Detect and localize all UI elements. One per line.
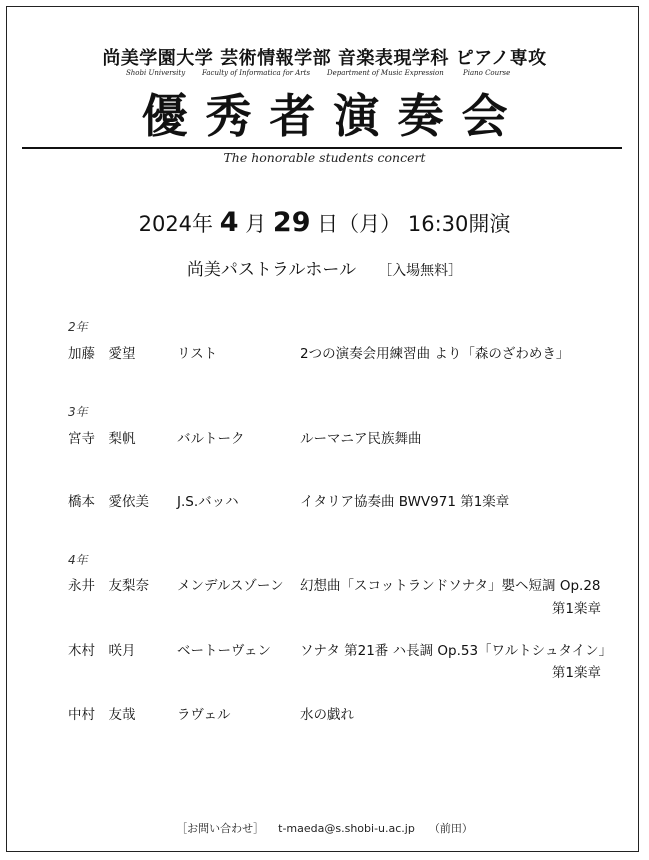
performer-name: 宮寺 梨帆 (68, 431, 136, 447)
concert-title: 優秀者演奏会 (141, 89, 526, 143)
event-month: 4 (219, 207, 239, 238)
event-year: 2024年 (138, 212, 214, 236)
composer: ベートーヴェン (177, 643, 271, 659)
piece-movement: 第1楽章 (551, 601, 601, 617)
composer: バルトーク (177, 431, 245, 447)
piece-title: イタリア協奏曲 BWV971 第1楽章 (300, 494, 510, 510)
university-line: 尚美学園大学 芸術情報学部 音楽表現学科 ピアノ専攻 (102, 48, 547, 69)
contact-email[interactable]: t-maeda@s.shobi-u.ac.jp (278, 822, 415, 835)
department-name-en: Department of Music Expression (327, 69, 444, 77)
piece-title: 水の戯れ (300, 707, 354, 723)
composer: リスト (177, 346, 218, 362)
year-label: 2年 (68, 320, 88, 334)
composer: J.S.バッハ (177, 494, 239, 510)
piece-movement: 第1楽章 (551, 665, 601, 681)
piece-title: 幻想曲「スコットランドソナタ」嬰ヘ短調 Op.28 (300, 578, 601, 594)
event-day-unit: 日 (317, 212, 339, 236)
event-venue: 尚美パストラルホール (186, 260, 357, 280)
faculty-name-en: Faculty of Informatica for Arts (202, 69, 311, 77)
year-label: 4年 (68, 553, 88, 567)
performer-name: 永井 友梨奈 (68, 578, 149, 594)
performer-name: 中村 友哉 (68, 707, 136, 723)
composer: メンデルスゾーン (177, 578, 284, 594)
year-label: 3年 (68, 405, 88, 419)
admission-note: ［入場無料］ (378, 263, 463, 279)
event-day: 29 (272, 207, 311, 238)
contact-person: （前田） (428, 822, 473, 835)
university-name-en: Shobi University (126, 69, 186, 77)
title-divider (22, 147, 622, 149)
performer-name: 橋本 愛依美 (68, 494, 149, 510)
event-month-unit: 月 (245, 212, 267, 236)
course-name-en: Piano Course (463, 69, 511, 77)
event-datetime (0, 207, 649, 238)
event-venue-line (0, 255, 649, 280)
concert-subtitle: The honorable students concert (223, 150, 426, 165)
performer-name: 加藤 愛望 (68, 346, 136, 362)
event-time: 16:30開演 (407, 212, 511, 236)
performer-name: 木村 咲月 (68, 643, 136, 659)
piece-title: ルーマニア民族舞曲 (300, 431, 422, 447)
composer: ラヴェル (177, 707, 231, 723)
event-weekday: （月） (338, 212, 402, 236)
piece-title: 2つの演奏会用練習曲 より「森のざわめき」 (300, 346, 570, 362)
contact-label: ［お問い合わせ］ (176, 822, 265, 835)
contact-line (0, 820, 649, 836)
piece-title: ソナタ 第21番 ハ長調 Op.53「ワルトシュタイン」 (300, 643, 613, 659)
